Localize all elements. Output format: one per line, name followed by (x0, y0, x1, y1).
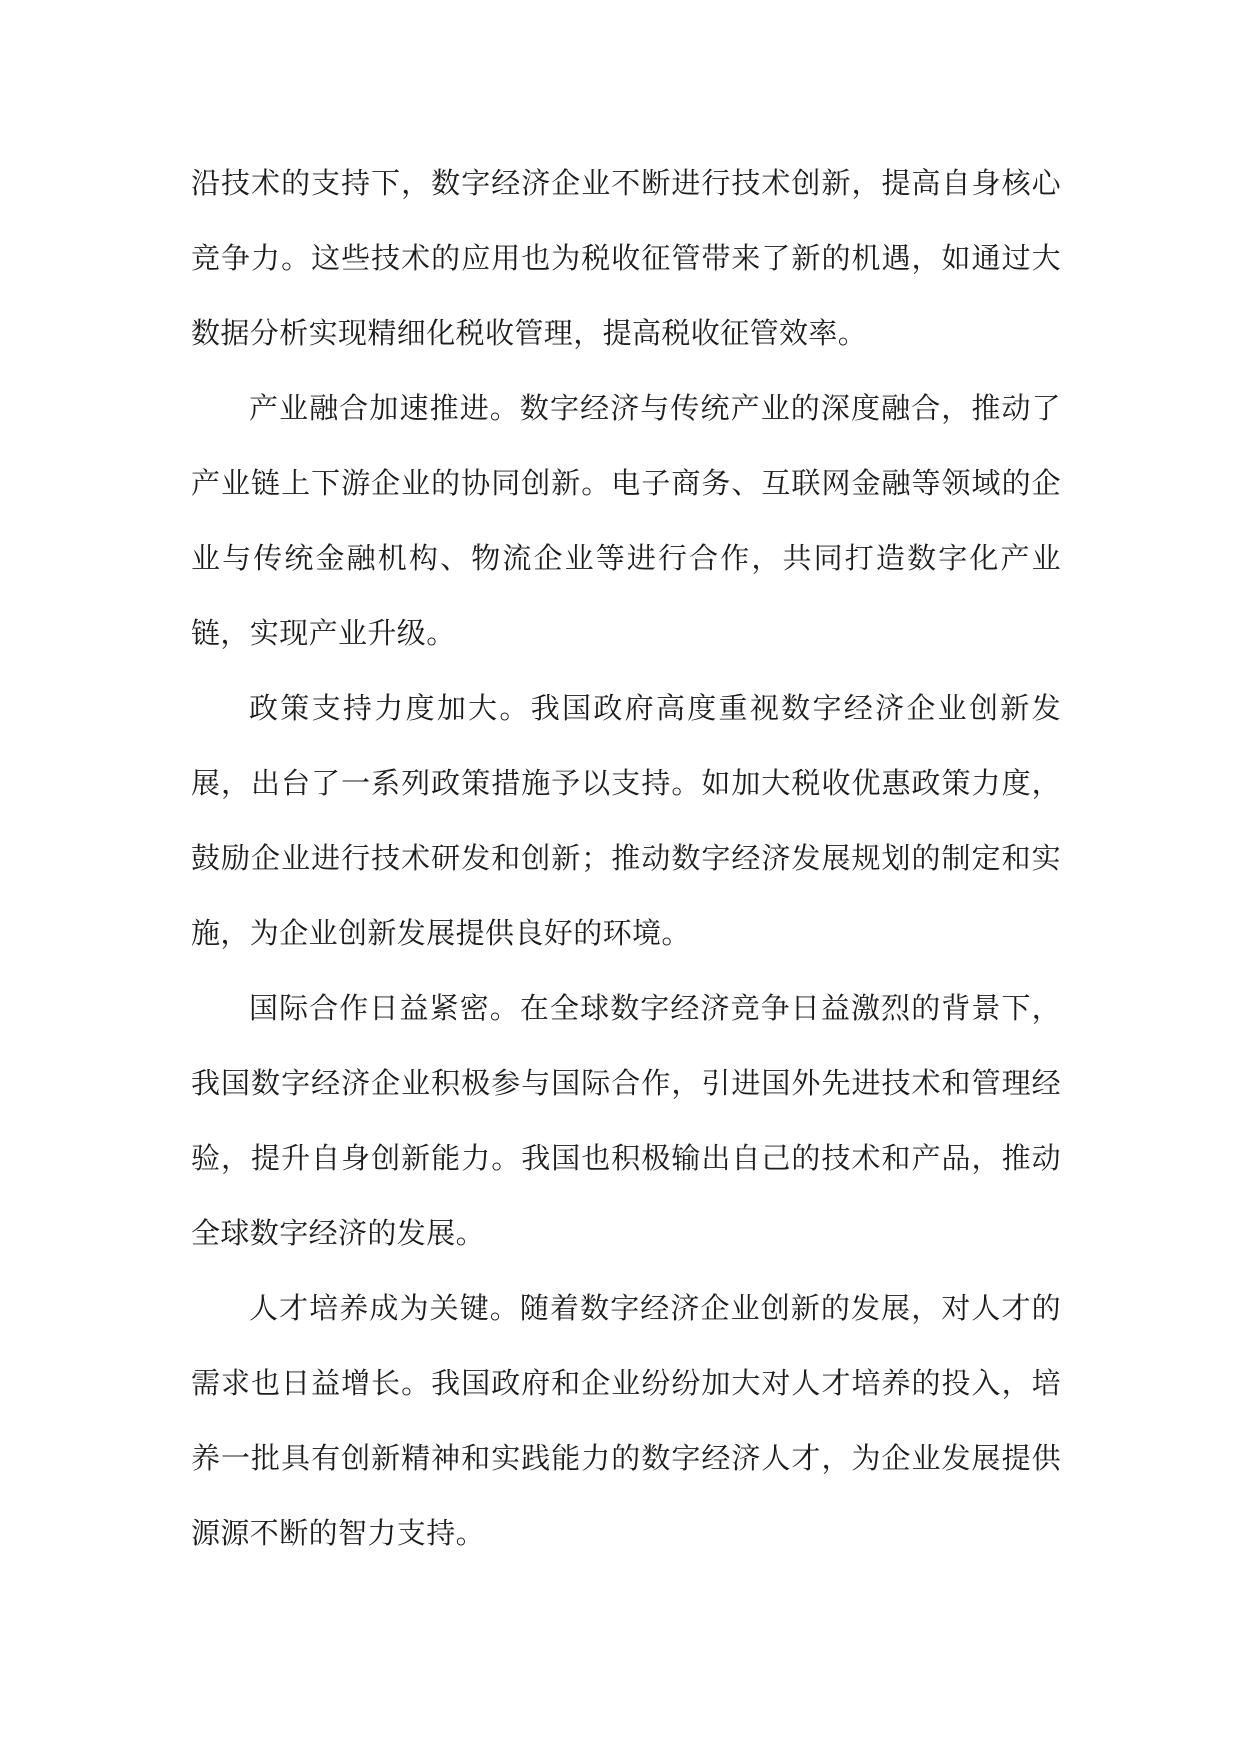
document-body (191, 146, 1061, 1571)
paragraph-international-cooperation: 国际合作日益紧密。在全球数字经济竞争日益激烈的背景下，我国数字经济企业积极参与国际合作，引进国外先进技术和管理经验，提升自身创新能力。我国也积极输出自己的技术和产品，推动全球数字经济的发展。 (191, 991, 1061, 1250)
paragraph-technology-innovation: 沿技术的支持下，数字经济企业不断进行技术创新，提高自身核心竞争力。这些技术的应用也为税收征管带来了新的机遇，如通过大数据分析实现精细化税收管理，提高税收征管效率。 (191, 166, 1061, 350)
paragraph-industry-integration: 产业融合加速推进。数字经济与传统产业的深度融合，推动了产业链上下游企业的协同创新。电子商务、互联网金融等领域的企业与传统金融机构、物流企业等进行合作，共同打造数字化产业链，实现产业升级。 (191, 391, 1061, 650)
paragraph-talent-cultivation: 人才培养成为关键。随着数字经济企业创新的发展，对人才的需求也日益增长。我国政府和企业纷纷加大对人才培养的投入，培养一批具有创新精神和实践能力的数字经济人才，为企业发展提供源源不断的智力支持。 (191, 1291, 1061, 1550)
paragraph-policy-support: 政策支持力度加大。我国政府高度重视数字经济企业创新发展，出台了一系列政策措施予以支持。如加大税收优惠政策力度，鼓励企业进行技术研发和创新；推动数字经济发展规划的制定和实施，为企业创新发展提供良好的环境。 (191, 691, 1061, 950)
